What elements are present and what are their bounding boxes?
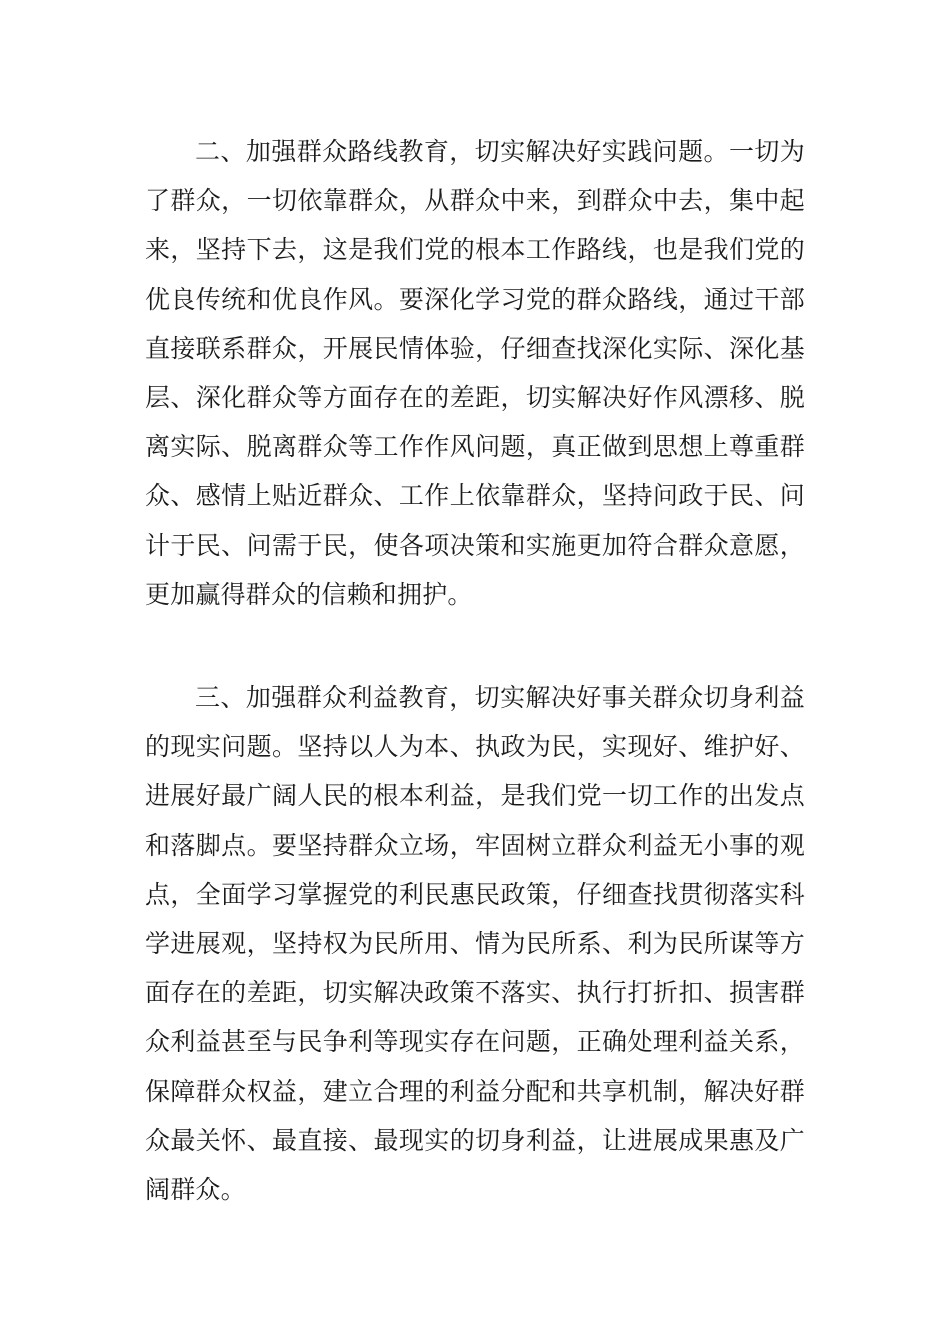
paragraph-section-three: 三、加强群众利益教育，切实解决好事关群众切身利益的现实问题。坚持以人为本、执政为民，实现好、维护好、进展好最广阔人民的根本利益，是我们党一切工作的出发点和落脚点。要坚持群众立场，牢固树立群众利益无小事的观点，全面学习掌握党的利民惠民政策，仔细查找贯彻落实科学进展观，坚持权为民所用、情为民所系、利为民所谋等方面存在的差距，切实解决政策不落实、执行打折扣、损害群众利益甚至与民争利等现实存在问题，正确处理利益关系，保障群众权益，建立合理的利益分配和共享机制，解决好群众最关怀、最直接、最现实的切身利益，让进展成果惠及广阔群众。 bbox=[145, 683, 805, 1205]
paragraph-section-two: 二、加强群众路线教育，切实解决好实践问题。一切为了群众，一切依靠群众，从群众中来，到群众中去，集中起来，坚持下去，这是我们党的根本工作路线，也是我们党的优良传统和优良作风。要深化学习党的群众路线，通过干部直接联系群众，开展民情体验，仔细查找深化实际、深化基层、深化群众等方面存在的差距，切实解决好作风漂移、脱离实际、脱离群众等工作作风问题，真正做到思想上尊重群众、感情上贴近群众、工作上依靠群众，坚持问政于民、问计于民、问需于民，使各项决策和实施更加符合群众意愿，更加赢得群众的信赖和拥护。 bbox=[145, 137, 805, 609]
